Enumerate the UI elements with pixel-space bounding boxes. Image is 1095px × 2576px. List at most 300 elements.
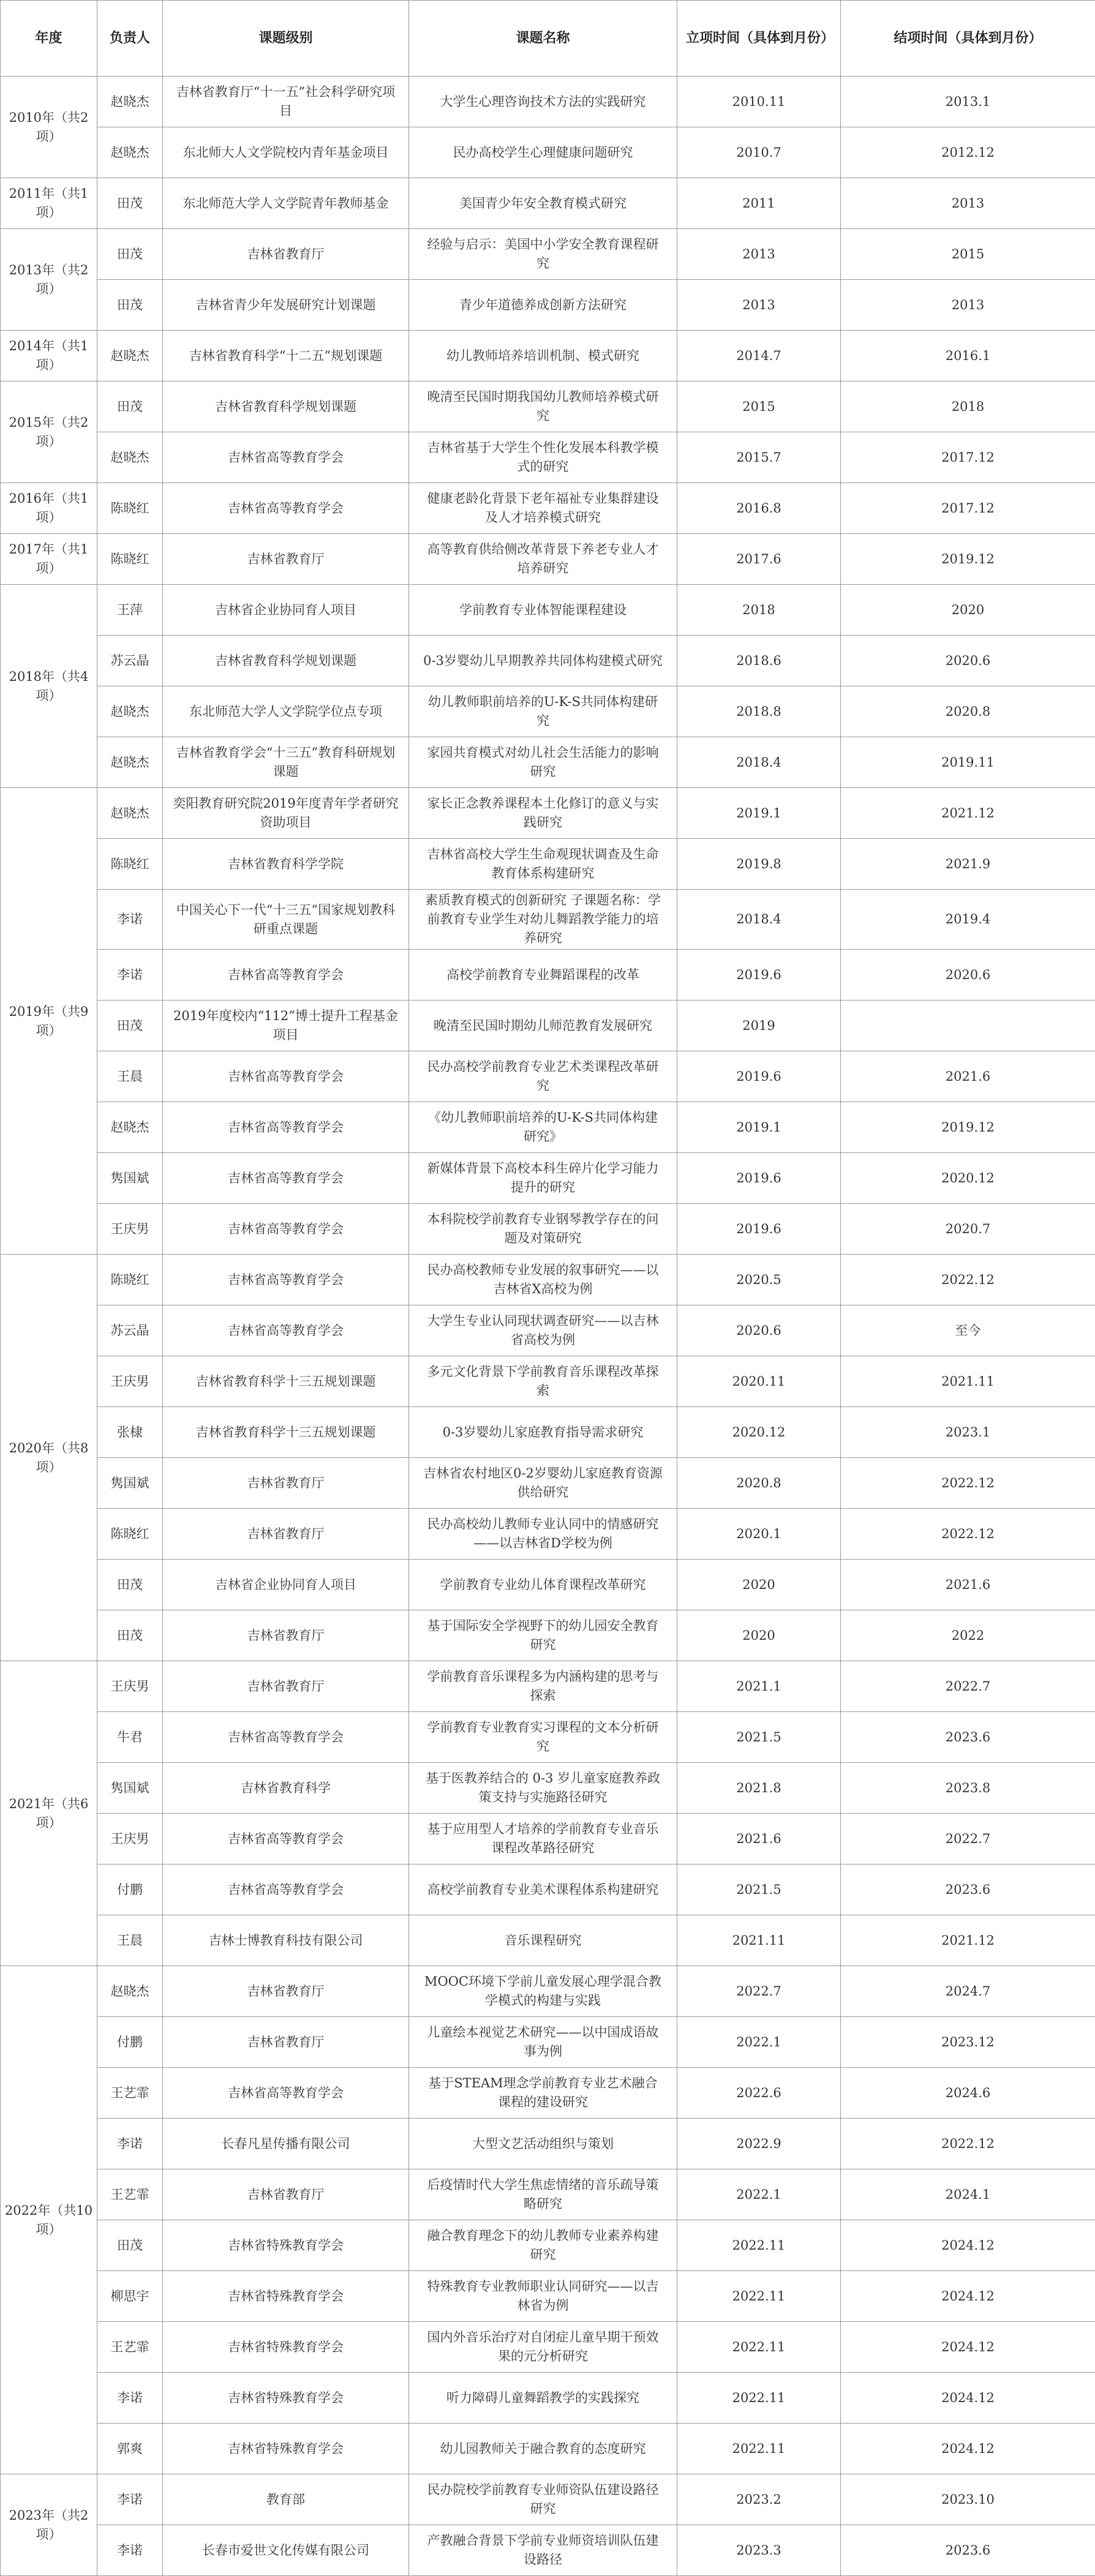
level-cell: 吉林省教育厅: [163, 1610, 409, 1661]
end-date-cell: 2022.12: [841, 1458, 1095, 1509]
table-row: [1, 636, 1095, 686]
end-date-cell: 2019.12: [841, 534, 1095, 585]
start-date-cell: 2021.8: [677, 1763, 841, 1814]
person-cell: 陈晓红: [97, 1255, 163, 1305]
end-date-cell: 2024.6: [841, 2068, 1095, 2119]
table-row: [1, 1356, 1095, 1407]
person-cell: 柳思宇: [97, 2271, 163, 2322]
title-cell: 本科院校学前教育专业钢琴教学存在的问题及对策研究: [409, 1204, 677, 1255]
end-date-cell: 2012.12: [841, 127, 1095, 178]
title-cell: 《幼儿教师职前培养的U-K-S共同体构建研究》: [409, 1102, 677, 1153]
end-date-cell: 2023.6: [841, 2525, 1095, 2576]
level-cell: 吉林省高等教育学会: [163, 950, 409, 1001]
end-date-cell: 2024.12: [841, 2373, 1095, 2424]
header-start-date: 立项时间（具体到月份）: [677, 1, 841, 77]
person-cell: 王庆男: [97, 1661, 163, 1712]
end-date-cell: 2022: [841, 1610, 1095, 1661]
person-cell: 李诺: [97, 2119, 163, 2169]
person-cell: 赵晓杰: [97, 77, 163, 127]
start-date-cell: 2010.11: [677, 77, 841, 127]
table-row: [1, 2017, 1095, 2068]
level-cell: 吉林省教育科学规划课题: [163, 636, 409, 686]
start-date-cell: 2022.6: [677, 2068, 841, 2119]
level-cell: 奕阳教育研究院2019年度青年学者研究资助项目: [163, 788, 409, 839]
start-date-cell: 2020.11: [677, 1356, 841, 1407]
start-date-cell: 2022.11: [677, 2373, 841, 2424]
table-row: [1, 2525, 1095, 2576]
end-date-cell: 2023.1: [841, 1407, 1095, 1458]
start-date-cell: 2019.8: [677, 839, 841, 890]
start-date-cell: 2022.1: [677, 2017, 841, 2068]
level-cell: 吉林省教育学会“十三五”教育科研规划课题: [163, 737, 409, 788]
year-cell: 2018年（共4项）: [1, 585, 97, 788]
end-date-cell: 2020.8: [841, 686, 1095, 737]
end-date-cell: 2021.12: [841, 788, 1095, 839]
start-date-cell: 2020: [677, 1610, 841, 1661]
title-cell: 基于应用型人才培养的学前教育专业音乐课程改革路径研究: [409, 1814, 677, 1864]
person-cell: 赵晓杰: [97, 331, 163, 381]
end-date-cell: 2022.12: [841, 2119, 1095, 2169]
person-cell: 田茂: [97, 229, 163, 280]
level-cell: 长春市爱世文化传媒有限公司: [163, 2525, 409, 2576]
person-cell: 隽国斌: [97, 1153, 163, 1204]
start-date-cell: 2022.9: [677, 2119, 841, 2169]
level-cell: 东北师大人文学院校内青年基金项目: [163, 127, 409, 178]
person-cell: 陈晓红: [97, 534, 163, 585]
title-cell: 健康老龄化背景下老年福祉专业集群建设及人才培养模式研究: [409, 483, 677, 534]
table-row: [1, 1814, 1095, 1864]
title-cell: 家园共育模式对幼儿社会生活能力的影响研究: [409, 737, 677, 788]
person-cell: 赵晓杰: [97, 127, 163, 178]
start-date-cell: 2022.11: [677, 2220, 841, 2271]
end-date-cell: 2019.4: [841, 890, 1095, 950]
table-row: [1, 839, 1095, 890]
end-date-cell: 2023.8: [841, 1763, 1095, 1814]
table-row: [1, 127, 1095, 178]
end-date-cell: 2020.6: [841, 636, 1095, 686]
table-row: [1, 77, 1095, 127]
end-date-cell: 2022.12: [841, 1509, 1095, 1560]
person-cell: 王艺霏: [97, 2169, 163, 2220]
title-cell: 大型文艺活动组织与策划: [409, 2119, 677, 2169]
end-date-cell: 2022.12: [841, 1255, 1095, 1305]
start-date-cell: 2022.7: [677, 1966, 841, 2017]
end-date-cell: 2023.12: [841, 2017, 1095, 2068]
level-cell: 东北师范大学人文学院青年教师基金: [163, 178, 409, 229]
person-cell: 王艺霏: [97, 2068, 163, 2119]
table-row: [1, 2424, 1095, 2474]
title-cell: 晚清至民国时期幼儿师范教育发展研究: [409, 1001, 677, 1051]
start-date-cell: 2019.6: [677, 1051, 841, 1102]
table-row: [1, 950, 1095, 1001]
end-date-cell: 2013.1: [841, 77, 1095, 127]
level-cell: 吉林省高等教育学会: [163, 1814, 409, 1864]
end-date-cell: 2021.9: [841, 839, 1095, 890]
person-cell: 苏云晶: [97, 1305, 163, 1356]
level-cell: 吉林省教育科学“十二五”规划课题: [163, 331, 409, 381]
person-cell: 郭爽: [97, 2424, 163, 2474]
year-cell: 2023年（共2项）: [1, 2474, 97, 2576]
person-cell: 王艺霏: [97, 2322, 163, 2373]
title-cell: 家长正念教养课程本土化修订的意义与实践研究: [409, 788, 677, 839]
person-cell: 田茂: [97, 1001, 163, 1051]
start-date-cell: 2019.1: [677, 1102, 841, 1153]
end-date-cell: 2017.12: [841, 483, 1095, 534]
person-cell: 赵晓杰: [97, 788, 163, 839]
table-row: [1, 229, 1095, 280]
person-cell: 田茂: [97, 280, 163, 331]
level-cell: 吉林省教育科学规划课题: [163, 381, 409, 432]
table-row: [1, 1407, 1095, 1458]
start-date-cell: 2013: [677, 229, 841, 280]
table-row: [1, 1966, 1095, 2017]
end-date-cell: 2015: [841, 229, 1095, 280]
start-date-cell: 2022.11: [677, 2271, 841, 2322]
start-date-cell: 2020: [677, 1560, 841, 1610]
title-cell: 产教融合背景下学前专业师资培训队伍建设路径: [409, 2525, 677, 2576]
start-date-cell: 2020.12: [677, 1407, 841, 1458]
start-date-cell: 2015.7: [677, 432, 841, 483]
table-row: [1, 2322, 1095, 2373]
level-cell: 吉林省教育厅: [163, 2017, 409, 2068]
level-cell: 东北师范大学人文学院学位点专项: [163, 686, 409, 737]
start-date-cell: 2019.6: [677, 1204, 841, 1255]
end-date-cell: 2021.11: [841, 1356, 1095, 1407]
start-date-cell: 2020.1: [677, 1509, 841, 1560]
title-cell: 0-3岁婴幼儿家庭教育指导需求研究: [409, 1407, 677, 1458]
start-date-cell: 2020.8: [677, 1458, 841, 1509]
person-cell: 李诺: [97, 2525, 163, 2576]
level-cell: 吉林省青少年发展研究计划课题: [163, 280, 409, 331]
start-date-cell: 2023.3: [677, 2525, 841, 2576]
end-date-cell: 2016.1: [841, 331, 1095, 381]
title-cell: 青少年道德养成创新方法研究: [409, 280, 677, 331]
end-date-cell: 2020: [841, 585, 1095, 636]
table-body: [1, 77, 1095, 2576]
start-date-cell: 2013: [677, 280, 841, 331]
table-row: [1, 1255, 1095, 1305]
title-cell: 0-3岁婴幼儿早期教养共同体构建模式研究: [409, 636, 677, 686]
level-cell: 吉林省教育厅: [163, 1509, 409, 1560]
end-date-cell: 2024.12: [841, 2322, 1095, 2373]
person-cell: 田茂: [97, 178, 163, 229]
table-row: [1, 1763, 1095, 1814]
year-cell: 2011年（共1项）: [1, 178, 97, 229]
title-cell: 吉林省农村地区0-2岁婴幼儿家庭教育资源供给研究: [409, 1458, 677, 1509]
person-cell: 付鹏: [97, 1864, 163, 1915]
end-date-cell: 2024.7: [841, 1966, 1095, 2017]
start-date-cell: 2021.5: [677, 1864, 841, 1915]
person-cell: 田茂: [97, 1560, 163, 1610]
year-cell: 2020年（共8项）: [1, 1255, 97, 1661]
table-row: [1, 1915, 1095, 1966]
title-cell: 新媒体背景下高校本科生碎片化学习能力提升的研究: [409, 1153, 677, 1204]
start-date-cell: 2023.2: [677, 2474, 841, 2525]
end-date-cell: [841, 1001, 1095, 1051]
year-cell: 2010年（共2项）: [1, 77, 97, 178]
table-row: [1, 534, 1095, 585]
level-cell: 吉林省高等教育学会: [163, 1204, 409, 1255]
header-person: 负责人: [97, 1, 163, 77]
person-cell: 张棣: [97, 1407, 163, 1458]
start-date-cell: 2022.11: [677, 2322, 841, 2373]
table-row: [1, 1458, 1095, 1509]
end-date-cell: 2024.12: [841, 2220, 1095, 2271]
table-row: [1, 890, 1095, 950]
person-cell: 王晨: [97, 1915, 163, 1966]
title-cell: 后疫情时代大学生焦虑情绪的音乐疏导策略研究: [409, 2169, 677, 2220]
title-cell: 大学生专业认同现状调查研究——以吉林省高校为例: [409, 1305, 677, 1356]
level-cell: 吉林省教育厅: [163, 1458, 409, 1509]
title-cell: 音乐课程研究: [409, 1915, 677, 1966]
end-date-cell: 2019.12: [841, 1102, 1095, 1153]
title-cell: 民办院校学前教育专业师资队伍建设路径研究: [409, 2474, 677, 2525]
level-cell: 吉林省教育科学十三五规划课题: [163, 1407, 409, 1458]
table-row: [1, 1153, 1095, 1204]
end-date-cell: 2021.12: [841, 1915, 1095, 1966]
table-row: [1, 1560, 1095, 1610]
header-year: 年度: [1, 1, 97, 77]
end-date-cell: 2020.12: [841, 1153, 1095, 1204]
year-cell: 2016年（共1项）: [1, 483, 97, 534]
title-cell: 多元文化背景下学前教育音乐课程改革探索: [409, 1356, 677, 1407]
table-row: [1, 2271, 1095, 2322]
table-row: [1, 2068, 1095, 2119]
level-cell: 吉林省特殊教育学会: [163, 2220, 409, 2271]
level-cell: 吉林省高等教育学会: [163, 483, 409, 534]
title-cell: 基于国际安全学视野下的幼儿园安全教育研究: [409, 1610, 677, 1661]
title-cell: 经验与启示：美国中小学安全教育课程研究: [409, 229, 677, 280]
person-cell: 李诺: [97, 890, 163, 950]
table-row: [1, 1864, 1095, 1915]
end-date-cell: 2022.7: [841, 1814, 1095, 1864]
title-cell: 幼儿园教师关于融合教育的态度研究: [409, 2424, 677, 2474]
title-cell: 民办高校幼儿教师专业认同中的情感研究——以吉林省D学校为例: [409, 1509, 677, 1560]
level-cell: 吉林省教育科学学院: [163, 839, 409, 890]
title-cell: 国内外音乐治疗对自闭症儿童早期干预效果的元分析研究: [409, 2322, 677, 2373]
level-cell: 吉林省教育厅: [163, 1661, 409, 1712]
end-date-cell: 2021.6: [841, 1051, 1095, 1102]
level-cell: 吉林省高等教育学会: [163, 1102, 409, 1153]
table-row: [1, 737, 1095, 788]
level-cell: 吉林省特殊教育学会: [163, 2424, 409, 2474]
level-cell: 吉林省教育厅: [163, 229, 409, 280]
person-cell: 王晨: [97, 1051, 163, 1102]
person-cell: 王庆男: [97, 1204, 163, 1255]
table-row: [1, 1712, 1095, 1763]
level-cell: 吉林省高等教育学会: [163, 432, 409, 483]
end-date-cell: 2023.10: [841, 2474, 1095, 2525]
table-row: [1, 331, 1095, 381]
level-cell: 吉林省教育厅“十一五”社会科学研究项目: [163, 77, 409, 127]
header-end-date: 结项时间（具体到月份）: [841, 1, 1095, 77]
header-title: 课题名称: [409, 1, 677, 77]
title-cell: 学前教育音乐课程多为内涵构建的思考与探索: [409, 1661, 677, 1712]
title-cell: 学前教育专业体智能课程建设: [409, 585, 677, 636]
person-cell: 陈晓红: [97, 839, 163, 890]
end-date-cell: 2022.7: [841, 1661, 1095, 1712]
title-cell: 美国青少年安全教育模式研究: [409, 178, 677, 229]
level-cell: 吉林省高等教育学会: [163, 2068, 409, 2119]
title-cell: 儿童绘本视觉艺术研究——以中国成语故事为例: [409, 2017, 677, 2068]
table-row: [1, 178, 1095, 229]
level-cell: 吉林省教育厅: [163, 534, 409, 585]
start-date-cell: 2018.8: [677, 686, 841, 737]
table-row: [1, 1051, 1095, 1102]
level-cell: 吉林省教育科学十三五规划课题: [163, 1356, 409, 1407]
person-cell: 赵晓杰: [97, 686, 163, 737]
title-cell: 基于医教养结合的 0-3 岁儿童家庭教养政策支持与实施路径研究: [409, 1763, 677, 1814]
person-cell: 陈晓红: [97, 483, 163, 534]
start-date-cell: 2016.8: [677, 483, 841, 534]
table-row: [1, 381, 1095, 432]
level-cell: 吉林省教育厅: [163, 1966, 409, 2017]
year-cell: 2022年（共10项）: [1, 1966, 97, 2474]
person-cell: 王庆男: [97, 1356, 163, 1407]
level-cell: 吉林省高等教育学会: [163, 1153, 409, 1204]
title-cell: 学前教育专业教育实习课程的文本分析研究: [409, 1712, 677, 1763]
title-cell: 吉林省基于大学生个性化发展本科教学模式的研究: [409, 432, 677, 483]
start-date-cell: 2020.6: [677, 1305, 841, 1356]
table-row: [1, 585, 1095, 636]
person-cell: 赵晓杰: [97, 1102, 163, 1153]
start-date-cell: 2011: [677, 178, 841, 229]
end-date-cell: 2024.1: [841, 2169, 1095, 2220]
person-cell: 李诺: [97, 950, 163, 1001]
level-cell: 吉林省企业协同育人项目: [163, 585, 409, 636]
end-date-cell: 至今: [841, 1305, 1095, 1356]
end-date-cell: 2020.7: [841, 1204, 1095, 1255]
title-cell: MOOC环境下学前儿童发展心理学混合教学模式的构建与实践: [409, 1966, 677, 2017]
end-date-cell: 2017.12: [841, 432, 1095, 483]
level-cell: 吉林省特殊教育学会: [163, 2373, 409, 2424]
person-cell: 王萍: [97, 585, 163, 636]
level-cell: 长春凡星传播有限公司: [163, 2119, 409, 2169]
person-cell: 李诺: [97, 2474, 163, 2525]
year-cell: 2015年（共2项）: [1, 381, 97, 483]
level-cell: 吉林省高等教育学会: [163, 1051, 409, 1102]
table-row: [1, 1305, 1095, 1356]
title-cell: 幼儿教师培养培训机制、模式研究: [409, 331, 677, 381]
start-date-cell: 2021.1: [677, 1661, 841, 1712]
title-cell: 民办高校教师专业发展的叙事研究——以吉林省X高校为例: [409, 1255, 677, 1305]
start-date-cell: 2022.1: [677, 2169, 841, 2220]
person-cell: 付鹏: [97, 2017, 163, 2068]
title-cell: 民办高校学前教育专业艺术类课程改革研究: [409, 1051, 677, 1102]
start-date-cell: 2021.11: [677, 1915, 841, 1966]
table-row: [1, 686, 1095, 737]
end-date-cell: 2023.6: [841, 1864, 1095, 1915]
table-row: [1, 788, 1095, 839]
title-cell: 基于STEAM理念学前教育专业艺术融合课程的建设研究: [409, 2068, 677, 2119]
level-cell: 中国关心下一代“十三五”国家规划教科研重点课题: [163, 890, 409, 950]
header-row: [1, 1, 1095, 77]
start-date-cell: 2015: [677, 381, 841, 432]
person-cell: 赵晓杰: [97, 1966, 163, 2017]
start-date-cell: 2021.6: [677, 1814, 841, 1864]
end-date-cell: 2019.11: [841, 737, 1095, 788]
table-row: [1, 1204, 1095, 1255]
level-cell: 吉林省企业协同育人项目: [163, 1560, 409, 1610]
table-row: [1, 2373, 1095, 2424]
title-cell: 融合教育理念下的幼儿教师专业素养构建研究: [409, 2220, 677, 2271]
person-cell: 王庆男: [97, 1814, 163, 1864]
start-date-cell: 2018.4: [677, 737, 841, 788]
title-cell: 特殊教育专业教师职业认同研究——以吉林省为例: [409, 2271, 677, 2322]
year-cell: 2014年（共1项）: [1, 331, 97, 381]
title-cell: 大学生心理咨询技术方法的实践研究: [409, 77, 677, 127]
person-cell: 隽国斌: [97, 1458, 163, 1509]
start-date-cell: 2019.6: [677, 950, 841, 1001]
end-date-cell: 2024.12: [841, 2271, 1095, 2322]
table-row: [1, 1509, 1095, 1560]
person-cell: 赵晓杰: [97, 737, 163, 788]
table-row: [1, 1661, 1095, 1712]
year-cell: 2017年（共1项）: [1, 534, 97, 585]
table-row: [1, 280, 1095, 331]
person-cell: 隽国斌: [97, 1763, 163, 1814]
person-cell: 赵晓杰: [97, 432, 163, 483]
year-cell: 2021年（共6项）: [1, 1661, 97, 1966]
title-cell: 听力障碍儿童舞蹈教学的实践探究: [409, 2373, 677, 2424]
level-cell: 吉林省高等教育学会: [163, 1864, 409, 1915]
start-date-cell: 2019.6: [677, 1153, 841, 1204]
table-row: [1, 483, 1095, 534]
table-row: [1, 2119, 1095, 2169]
level-cell: 吉林省特殊教育学会: [163, 2271, 409, 2322]
table-row: [1, 432, 1095, 483]
table-row: [1, 1001, 1095, 1051]
start-date-cell: 2018.6: [677, 636, 841, 686]
start-date-cell: 2021.5: [677, 1712, 841, 1763]
table-row: [1, 2474, 1095, 2525]
end-date-cell: 2021.6: [841, 1560, 1095, 1610]
person-cell: 陈晓红: [97, 1509, 163, 1560]
title-cell: 吉林省高校大学生生命观现状调查及生命教育体系构建研究: [409, 839, 677, 890]
level-cell: 教育部: [163, 2474, 409, 2525]
start-date-cell: 2010.7: [677, 127, 841, 178]
table-row: [1, 1102, 1095, 1153]
start-date-cell: 2022.11: [677, 2424, 841, 2474]
start-date-cell: 2020.5: [677, 1255, 841, 1305]
end-date-cell: 2013: [841, 280, 1095, 331]
start-date-cell: 2019.1: [677, 788, 841, 839]
start-date-cell: 2017.6: [677, 534, 841, 585]
start-date-cell: 2019: [677, 1001, 841, 1051]
end-date-cell: 2023.6: [841, 1712, 1095, 1763]
level-cell: 吉林省特殊教育学会: [163, 2322, 409, 2373]
start-date-cell: 2018: [677, 585, 841, 636]
level-cell: 吉林士博教育科技有限公司: [163, 1915, 409, 1966]
title-cell: 高校学前教育专业舞蹈课程的改革: [409, 950, 677, 1001]
level-cell: 吉林省高等教育学会: [163, 1255, 409, 1305]
title-cell: 幼儿教师职前培养的U-K-S共同体构建研究: [409, 686, 677, 737]
table-row: [1, 2220, 1095, 2271]
person-cell: 田茂: [97, 1610, 163, 1661]
level-cell: 吉林省教育科学: [163, 1763, 409, 1814]
end-date-cell: 2013: [841, 178, 1095, 229]
header-level: 课题级别: [163, 1, 409, 77]
table-row: [1, 2169, 1095, 2220]
year-cell: 2019年（共9项）: [1, 788, 97, 1255]
table-row: [1, 1610, 1095, 1661]
title-cell: 民办高校学生心理健康问题研究: [409, 127, 677, 178]
end-date-cell: 2024.12: [841, 2424, 1095, 2474]
title-cell: 晚清至民国时期我国幼儿教师培养模式研究: [409, 381, 677, 432]
title-cell: 学前教育专业幼儿体育课程改革研究: [409, 1560, 677, 1610]
level-cell: 吉林省教育厅: [163, 2169, 409, 2220]
person-cell: 田茂: [97, 2220, 163, 2271]
